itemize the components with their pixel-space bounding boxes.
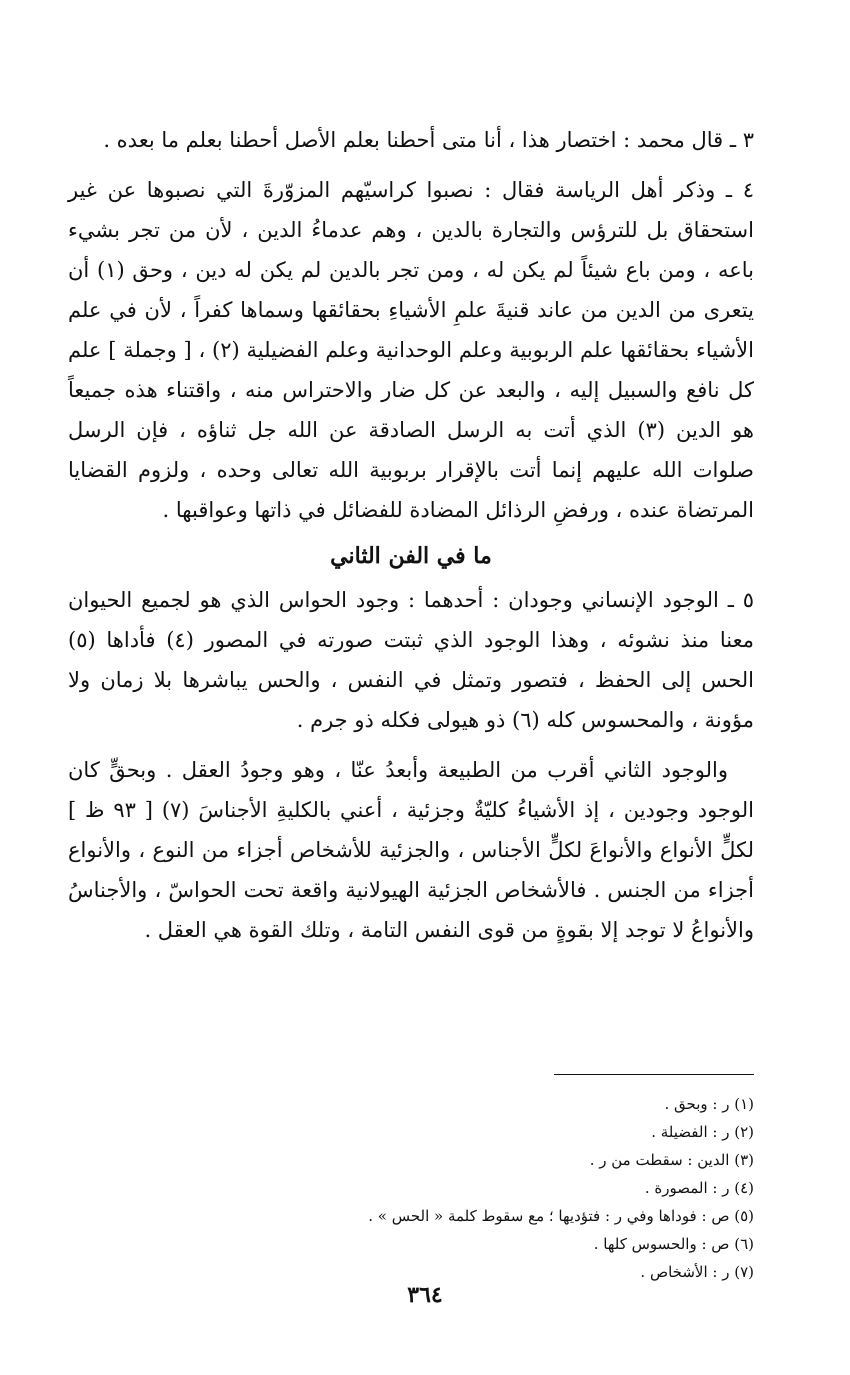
paragraph-5: ٥ ـ الوجود الإنساني وجودان : أحدهما : وجود الحواس الذي هو لجميع الحيوان معنا منذ نشوئه ، وهذا الوجود الذي ثبتت صورته في المصور (٤) فأداها (٥) الحس إلى الحفظ ، فتصور وتمثل في النفس ، والحس يباشرها بلا زمان ولا مؤونة ، والمحسوس كله (٦) ذو هيولى فكله ذو جرم . — [68, 588, 754, 732]
page-number: ٣٦٤ — [407, 1282, 443, 1308]
paragraph-6: والوجود الثاني أقرب من الطبيعة وأبعدُ عنّا ، وهو وجودُ العقل . وبحقٍّ كان الوجود وجودين ، إذ الأشياءُ كليّةٌ وجزئية ، أعني بالكليةِ الأجناسَ (٧) [ ٩٣ ظ ] لكلٍّ الأنواع والأنواعَ لكلٍّ الأجناس ، والجزئية للأشخاص أجزاء من النوع ، والأنواع أجزاء من الجنس . فالأشخاص الجزئية الهيولانية واقعة تحت الحواسّ ، والأجناسُ والأنواعُ لا توجد إلا بقوةٍ من قوى النفس التامة ، وتلك القوة هي العقل . — [68, 758, 754, 942]
footnote-4: (٤) ر : المصورة . — [644, 1179, 754, 1197]
paragraph-4: ٤ ـ وذكر أهل الرياسة فقال : نصبوا كراسيّهم المزوّرةَ التي نصبوها عن غير استحقاق بل للترؤس والتجارة بالدين ، وهم عدماءُ الدين ، لأن من تجر بشيء باعه ، ومن باع شيئاً لم يكن له ، ومن تجر بالدين لم يكن له دين ، وحق (١) أن يتعرى من الدين من عاند قنيةَ علمِ الأشياءِ بحقائقها وسماها كفراً ، لأن في علم الأشياء بحقائقها علم الربوبية وعلم الوحدانية وعلم الفضيلية (٢) ، [ وجملة ] علم كل نافع والسبيل إليه ، والبعد عن كل ضار والاحتراس منه ، واقتناء هذه جميعاً هو الدين (٣) الذي أتت به الرسل الصادقة عن الله جل ثناؤه ، فإن الرسل صلوات الله عليهم إنما أتت بالإقرار بربوبية الله تعالى وحده ، ولزوم القضايا المرتضاة عنده ، ورفضِ الرذائل المضادة للفضائل في ذاتها وعواقبها . — [68, 178, 754, 522]
footnote-7: (٧) ر : الأشخاص . — [640, 1263, 754, 1281]
main-text — [68, 120, 754, 950]
footnotes-list — [154, 1090, 754, 1286]
paragraph-3: ٣ ـ قال محمد : اختصار هذا ، أنا متى أحطنا بعلم الأصل أحطنا بعلم ما بعده . — [103, 128, 754, 152]
footnote-1: (١) ر : وبحق . — [664, 1095, 754, 1113]
footnote-5: (٥) ص : فوداها وفي ر : فتؤديها ؛ مع سقوط كلمة « الحس » . — [368, 1207, 754, 1225]
paragraph-gap — [68, 740, 754, 750]
footnote-divider — [554, 1074, 754, 1075]
footnote-3: (٣) الدين : سقطت من ر . — [589, 1151, 754, 1169]
footnote-6: (٦) ص : والحسوس كلها . — [593, 1235, 754, 1253]
footnote-2: (٢) ر : الفضيلة . — [651, 1123, 754, 1141]
section-heading: ما في الفن الثاني — [330, 543, 492, 569]
